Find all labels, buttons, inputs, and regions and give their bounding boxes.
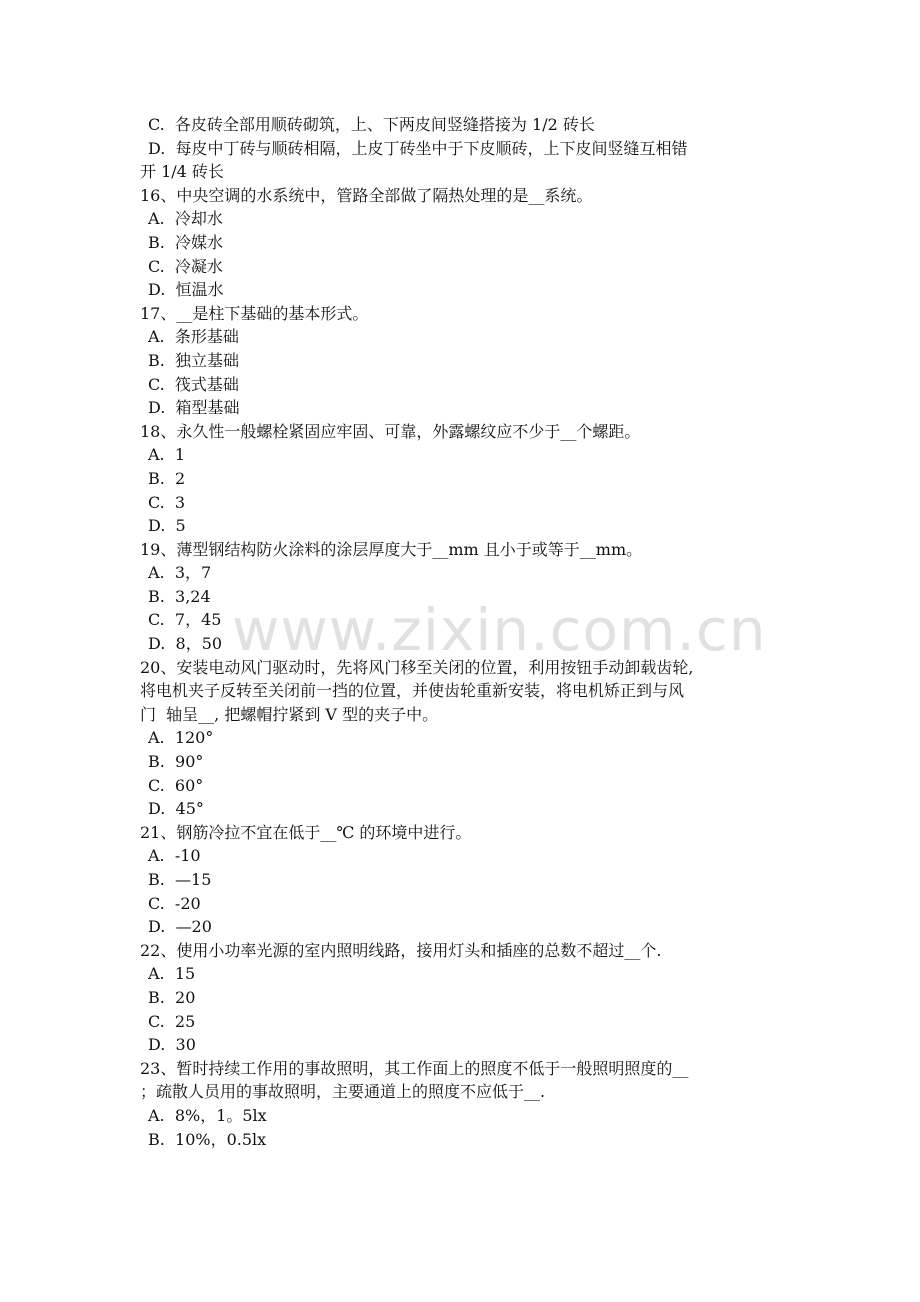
answer-option: A. 8%，1。5lx bbox=[148, 1105, 267, 1125]
answer-option: B. 90° bbox=[148, 752, 204, 772]
answer-option: D. 每皮中丁砖与顺砖相隔，上皮丁砖坐中于下皮顺砖，上下皮间竖缝互相错 bbox=[148, 138, 688, 158]
question-stem: 18、永久性一般螺栓紧固应牢固、可靠，外露螺纹应不少于__个螺距。 bbox=[140, 421, 641, 441]
question-stem: 23、暂时持续工作用的事故照明，其工作面上的照度不低于一般照明照度的__ bbox=[140, 1058, 689, 1078]
question-stem: 16、中央空调的水系统中，管路全部做了隔热处理的是__系统。 bbox=[140, 185, 593, 205]
question-stem: 19、薄型钢结构防火涂料的涂层厚度大于__mm 且小于或等于__mm。 bbox=[140, 539, 643, 559]
continuation-line: 开 1/4 砖长 bbox=[140, 162, 224, 182]
question-stem: 20、安装电动风门驱动时，先将风门移至关闭的位置，利用按钮手动卸载齿轮, bbox=[140, 657, 694, 677]
answer-option: C. -20 bbox=[148, 893, 201, 913]
answer-option: B. 10%，0.5lx bbox=[148, 1129, 267, 1149]
continuation-line: 将电机夹子反转至关闭前一挡的位置，并使齿轮重新安装，将电机矫正到与风 bbox=[140, 681, 685, 701]
answer-option: B. 2 bbox=[148, 468, 186, 488]
watermark: www.zixin.com.cn bbox=[232, 596, 767, 664]
answer-option: C. 60° bbox=[148, 775, 204, 795]
answer-option: B. 冷媒水 bbox=[148, 232, 224, 252]
answer-option: A. 冷却水 bbox=[148, 209, 223, 229]
answer-option: B. —15 bbox=[148, 870, 212, 889]
answer-option: A. 15 bbox=[148, 964, 196, 984]
question-stem: 22、使用小功率光源的室内照明线路，接用灯头和插座的总数不超过__个. bbox=[140, 940, 662, 960]
answer-option: C. 7，45 bbox=[148, 610, 222, 630]
question-stem: 21、钢筋冷拉不宜在低于__℃ 的环境中进行。 bbox=[140, 822, 472, 842]
answer-option: D. 5 bbox=[148, 516, 186, 536]
continuation-line: 门 轴呈__, 把螺帽拧紧到 V 型的夹子中。 bbox=[140, 704, 439, 724]
answer-option: D. 8，50 bbox=[148, 634, 223, 654]
answer-option: C. 3 bbox=[148, 492, 186, 512]
answer-option: A. 3，7 bbox=[148, 563, 212, 583]
answer-option: D. —20 bbox=[148, 917, 212, 937]
answer-option: C. 25 bbox=[148, 1011, 196, 1031]
answer-option: B. 独立基础 bbox=[148, 350, 240, 370]
answer-option: A. -10 bbox=[148, 846, 201, 866]
answer-option: C. 冷凝水 bbox=[148, 256, 223, 276]
answer-option: C. 筏式基础 bbox=[148, 374, 239, 394]
answer-option: B. 3,24 bbox=[148, 586, 211, 606]
question-list bbox=[140, 113, 780, 1151]
answer-option: D. 45° bbox=[148, 799, 204, 819]
question-stem: 17、__是柱下基础的基本形式。 bbox=[140, 303, 369, 323]
answer-option: D. 恒温水 bbox=[148, 280, 224, 300]
answer-option: A. 120° bbox=[148, 728, 214, 748]
answer-option: D. 30 bbox=[148, 1035, 196, 1055]
answer-option: D. 箱型基础 bbox=[148, 398, 240, 418]
answer-option: A. 条形基础 bbox=[148, 327, 239, 347]
answer-option: B. 20 bbox=[148, 987, 196, 1007]
answer-option: C. 各皮砖全部用顺砖砌筑，上、下两皮间竖缝搭接为 1/2 砖长 bbox=[148, 115, 595, 134]
answer-option: A. 1 bbox=[148, 445, 185, 465]
continuation-line: ；疏散人员用的事故照明，主要通道上的照度不应低于__. bbox=[140, 1082, 546, 1102]
